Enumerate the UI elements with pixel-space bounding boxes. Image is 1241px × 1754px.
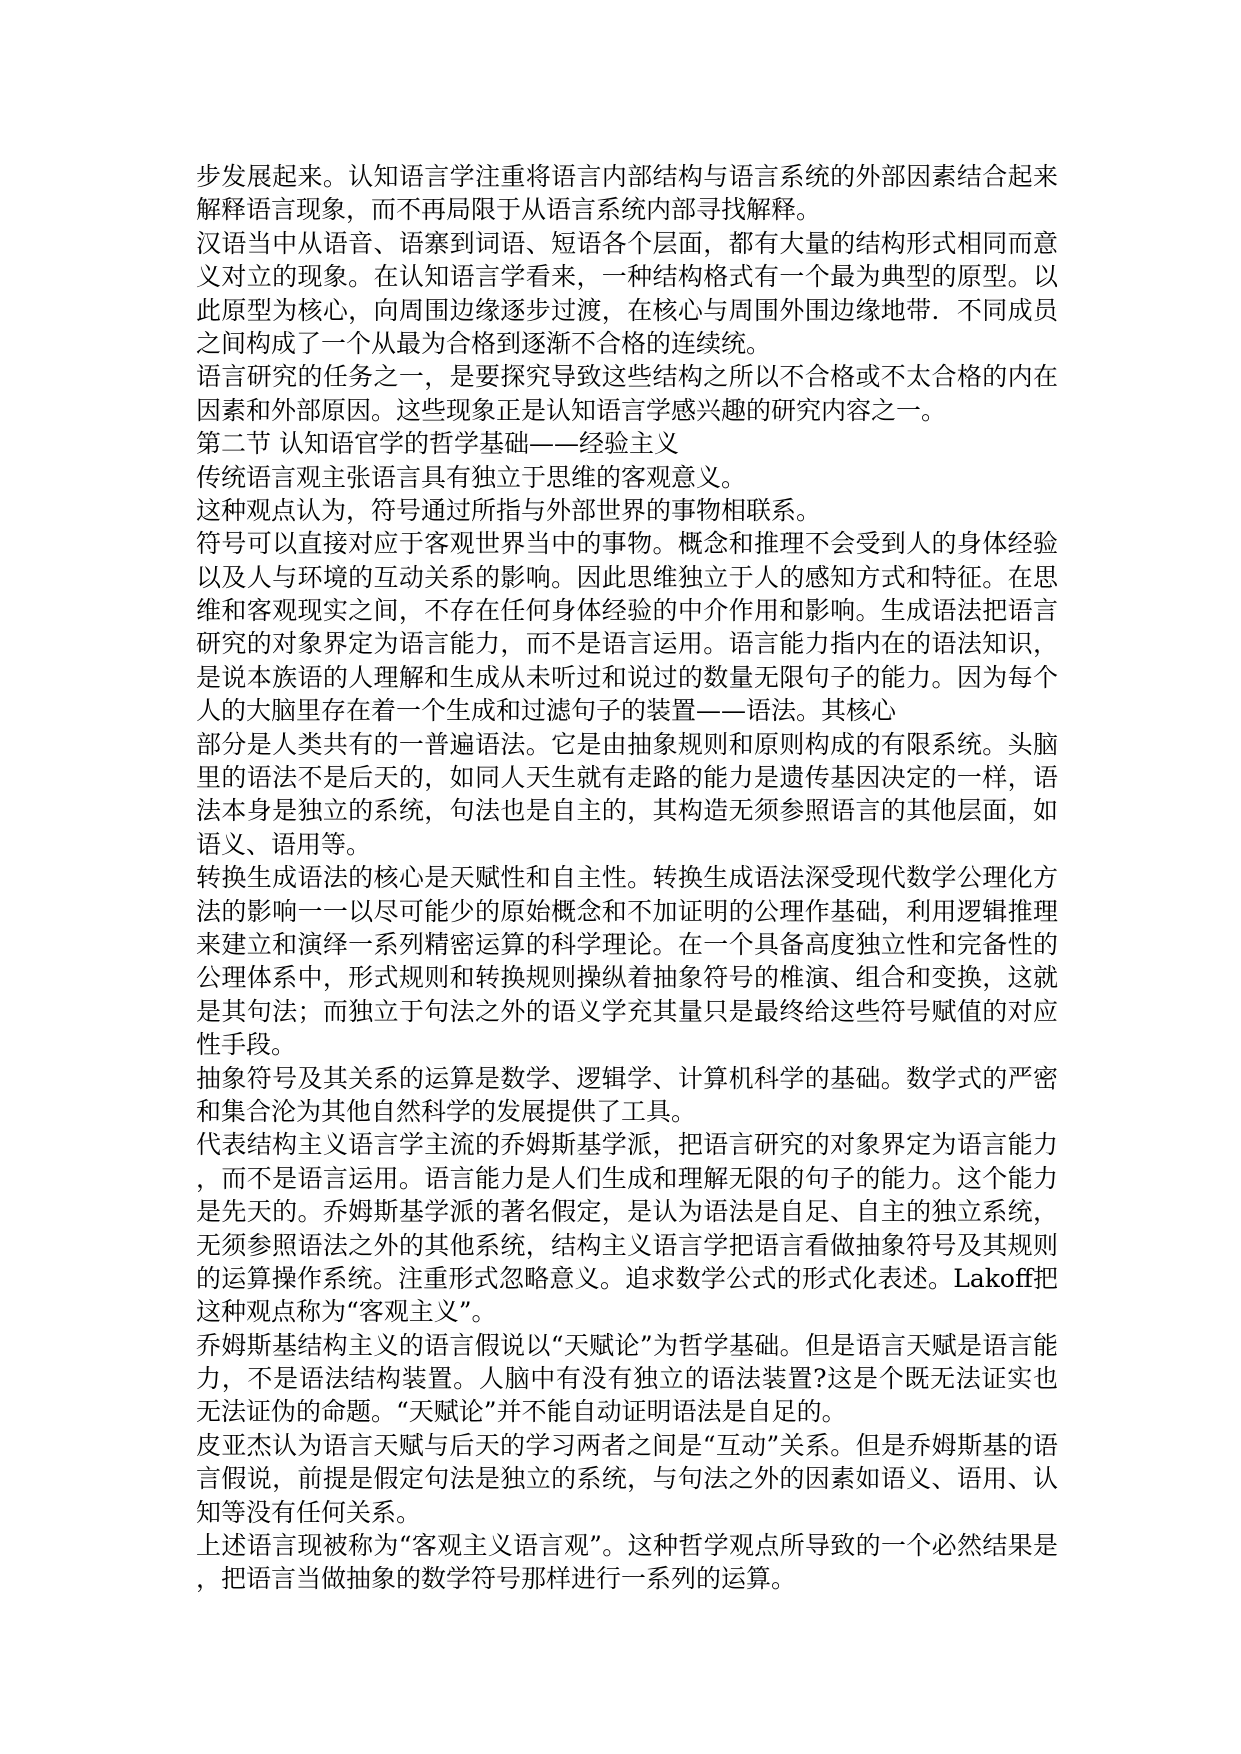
text-line: 公理体系中，形式规则和转换规则操纵着抽象符号的椎演、组合和变换，这就 <box>196 963 1058 993</box>
text-line: 和集合沦为其他自然科学的发展提供了工具。 <box>196 1096 697 1126</box>
text-line: 义对立的现象。在认知语言学看来，一种结构格式有一个最为典型的原型。以 <box>196 262 1058 292</box>
text-line: 汉语当中从语音、语寨到词语、短语各个层面，都有大量的结构形式相同而意 <box>196 228 1058 258</box>
text-line: 研究的对象界定为语言能力，而不是语言运用。语言能力指内在的语法知识， <box>196 629 1058 659</box>
text-line: 的运算操作系统。注重形式忽略意义。追求数学公式的形式化表述。Lakoff把 <box>196 1263 1058 1293</box>
text-line: 以及人与环境的互动关系的影响。因此思维独立于人的感知方式和特征。在思 <box>196 562 1058 592</box>
text-line: 上述语言现被称为“客观主义语言观”。这种哲学观点所导致的一个必然结果是 <box>196 1531 1058 1561</box>
text-line: 知等没有任何关系。 <box>196 1497 422 1527</box>
text-line: 乔姆斯基结构主义的语言假说以“天赋论”为哲学基础。但是语言天赋是语言能 <box>196 1330 1058 1360</box>
text-line: 之间构成了一个从最为合格到逐渐不合格的连续统。 <box>196 328 772 358</box>
text-line: 部分是人类共有的一普遍语法。它是由抽象规则和原则构成的有限系统。头脑 <box>196 729 1058 759</box>
text-line: 语义、语用等。 <box>196 829 372 859</box>
text-line: 是先天的。乔姆斯基学派的著名假定，是认为语法是自足、自主的独立系统， <box>196 1197 1058 1227</box>
text-line: 皮亚杰认为语言天赋与后天的学习两者之间是“互动”关系。但是乔姆斯基的语 <box>196 1430 1058 1460</box>
text-line: 是其句法；而独立于句法之外的语义学充其量只是最终给这些符号赋值的对应 <box>196 996 1058 1026</box>
text-line: 抽象符号及其关系的运算是数学、逻辑学、计算机科学的基础。数学式的严密 <box>196 1063 1058 1093</box>
text-line: 人的大脑里存在着一个生成和过滤句子的装置——语法。其核心 <box>196 696 897 726</box>
text-line: 此原型为核心，向周围边缘逐步过渡，在核心与周围外围边缘地带．不同成员 <box>196 295 1058 325</box>
text-line: 法本身是独立的系统，句法也是自主的，其构造无须参照语言的其他层面，如 <box>196 796 1058 826</box>
text-line: 转换生成语法的核心是天赋性和自主性。转换生成语法深受现代数学公理化方 <box>196 863 1058 893</box>
text-line: 来建立和演绎一系列精密运算的科学理论。在一个具备高度独立性和完备性的 <box>196 929 1058 959</box>
text-line: 传统语言观主张语言具有独立于思维的客观意义。 <box>196 462 747 492</box>
text-line: 解释语言现象，而不再局限于从语言系统内部寻找解释。 <box>196 195 822 225</box>
text-line: 力，不是语法结构装置。人脑中有没有独立的语法装置?这是个既无法证实也 <box>196 1364 1058 1394</box>
body-text <box>196 160 1058 1596</box>
text-line: 无须参照语法之外的其他系统，结构主义语言学把语言看做抽象符号及其规则 <box>196 1230 1058 1260</box>
section-heading: 第二节 认知语官学的哲学基础——经验主义 <box>196 429 679 459</box>
text-line: 言假说，前提是假定句法是独立的系统，与句法之外的因素如语义、语用、认 <box>196 1464 1058 1494</box>
text-line: 法的影响一一以尽可能少的原始概念和不加证明的公理作基础，利用逻辑推理 <box>196 896 1058 926</box>
text-line: 符号可以直接对应于客观世界当中的事物。概念和推理不会受到人的身体经验 <box>196 529 1058 559</box>
text-line: 里的语法不是后天的，如同人天生就有走路的能力是遗传基因决定的一样，语 <box>196 763 1058 793</box>
text-line: 是说本族语的人理解和生成从未听过和说过的数量无限句子的能力。因为每个 <box>196 662 1058 692</box>
text-line: 步发展起来。认知语言学注重将语言内部结构与语言系统的外部因素结合起来 <box>196 162 1058 191</box>
text-line: ，把语言当做抽象的数学符号那样进行一系列的运算。 <box>196 1564 797 1594</box>
text-line: 无法证伪的命题。“天赋论”并不能自动证明语法是自足的。 <box>196 1397 847 1427</box>
text-line: 因素和外部原因。这些现象正是认知语言学感兴趣的研究内容之一。 <box>196 395 947 425</box>
text-line: 代表结构主义语言学主流的乔姆斯基学派，把语言研究的对象界定为语言能力 <box>196 1130 1058 1160</box>
text-line: 维和客观现实之间，不存在任何身体经验的中介作用和影响。生成语法把语言 <box>196 596 1058 626</box>
text-line: 这种观点认为，符号通过所指与外部世界的事物相联系。 <box>196 495 822 525</box>
text-line: 这种观点称为“客观主义”。 <box>196 1297 497 1327</box>
text-line: ，而不是语言运用。语言能力是人们生成和理解无限的句子的能力。这个能力 <box>196 1163 1058 1193</box>
text-line: 语言研究的任务之一，是要探究导致这些结构之所以不合格或不太合格的内在 <box>196 362 1058 392</box>
text-line: 性手段。 <box>196 1030 297 1060</box>
